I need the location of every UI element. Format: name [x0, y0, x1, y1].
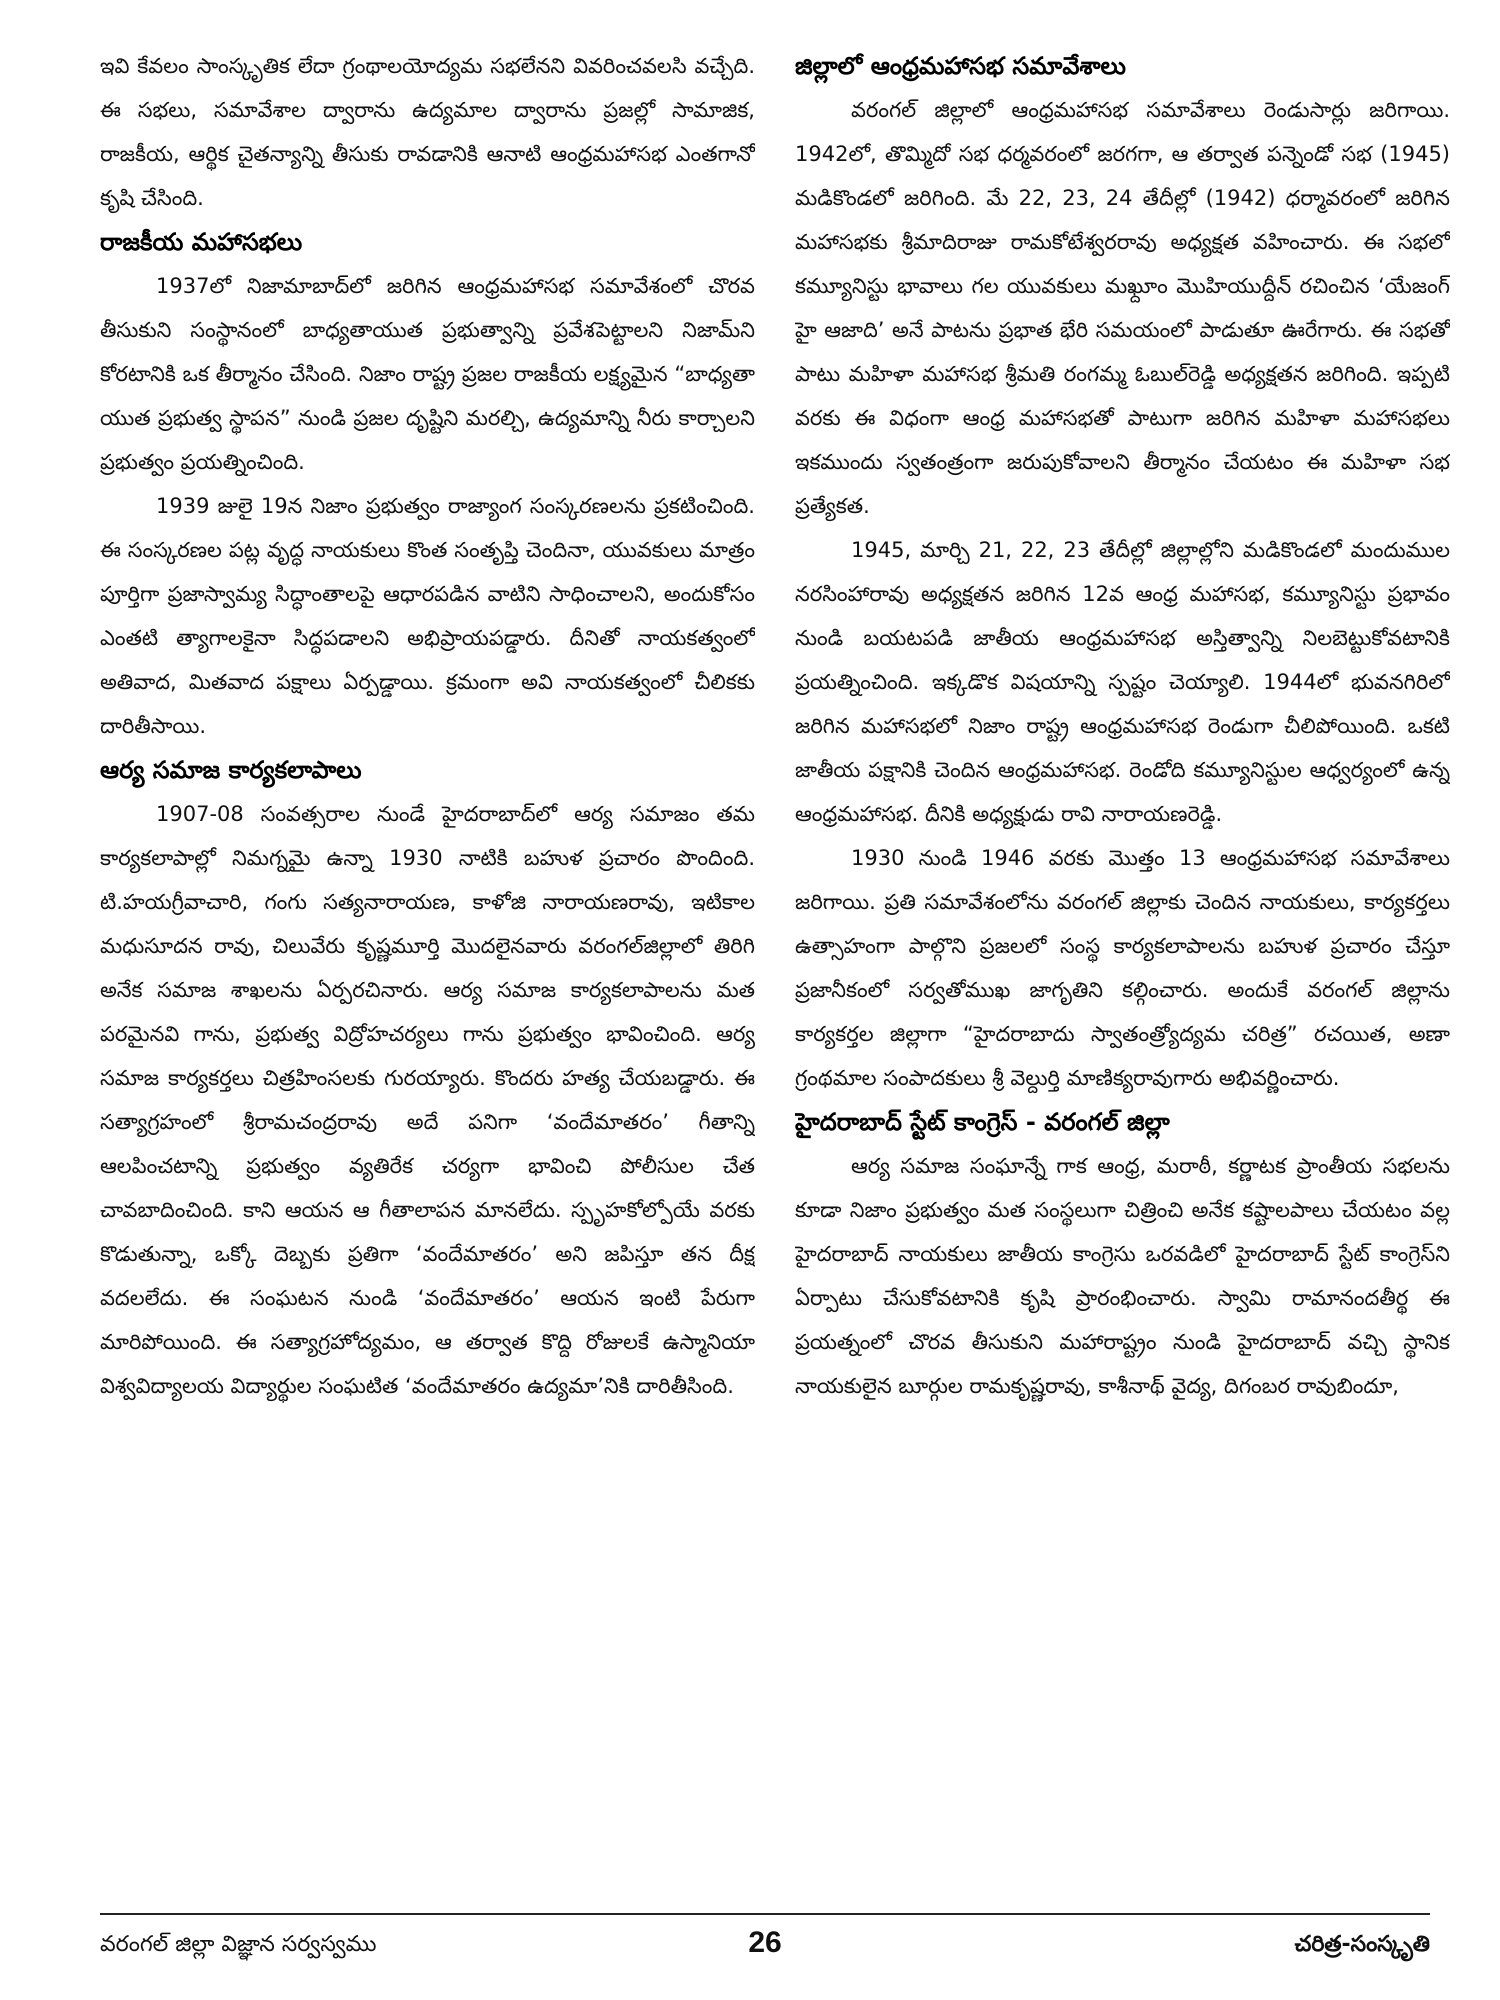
- footer-section-title: చరిత్ర-సంస్కృతి: [1294, 1932, 1430, 1957]
- paragraph-state-congress: ఆర్య సమాజ సంఘాన్నే గాక ఆంధ్ర, మరాఠీ, కర్ణాటక ప్రాంతీయ సభలను కూడా నిజాం ప్రభుత్వం మత సంస్థలుగా చిత్రించి అనేక కష్టాలపాలు చేయటం వల్ల హైదరాబాద్ నాయకులు జాతీయ కాంగ్రెసు ఒరవడిలో హైదరాబాద్ స్టేట్ కాంగ్రెస్‌ని ఏర్పాటు చేసుకోవటానికి కృషి ప్రారంభించారు. స్వామి రామానందతీర్థ ఈ ప్రయత్నంలో చొరవ తీసుకుని మహారాష్ట్రం నుండి హైదరాబాద్ వచ్చి స్థానిక నాయకులైన బూర్గుల రామకృష్ణరావు, కాశీనాథ్ వైద్య, దిగంబర రావుబిందూ,: [795, 1154, 1450, 1398]
- paragraph-1907: 1907-08 సంవత్సరాల నుండే హైదరాబాద్‌లో ఆర్య సమాజం తమ కార్యకలాపాల్లో నిమగ్నమై ఉన్నా 1930 నాటికి బహుళ ప్రచారం పొందింది. టి.హయగ్రీవాచారి, గంగు సత్యనారాయణ, కాళోజి నారాయణరావు, ఇటికాల మధుసూదన రావు, చిలువేరు కృష్ణమూర్తి మొదలైనవారు వరంగల్‌జిల్లాలో తిరిగి అనేక సమాజ శాఖలను ఏర్పరచినారు. ఆర్య సమాజ కార్యకలాపాలను మత పరమైనవి గాను, ప్రభుత్వ విద్రోహచర్యలు గాను ప్రభుత్వం భావించింది. ఆర్య సమాజ కార్యకర్తలు చిత్రహింసలకు గురయ్యారు. కొందరు హత్య చేయబడ్డారు. ఈ సత్యాగ్రహంలో శ్రీరామచంద్రరావు అదే పనిగా ‘వందేమాతరం’ గీతాన్ని ఆలపించటాన్ని ప్రభుత్వం వ్యతిరేక చర్యగా భావించి పోలీసుల చేత చావబాదించింది. కాని ఆయన ఆ గీతాలాపన మానలేదు. స్పృహకోల్పోయే వరకు కొడుతున్నా, ఒక్కో దెబ్బకు ప్రతిగా ‘వందేమాతరం’ అని జపిస్తూ తన దీక్ష వదలలేదు. ఈ సంఘటన నుండి ‘వందేమాతరం’ ఆయన ఇంటి పేరుగా మారిపోయింది. ఈ సత్యాగ్రహోద్యమం, ఆ తర్వాత కొద్ది రోజులకే ఉస్మానియా విశ్వవిద్యాలయ విద్యార్థుల సంఘటిత ‘వందేమాతరం ఉద్యమా’నికి దారితీసింది.: [100, 802, 755, 1398]
- intro-paragraph: ఇవి కేవలం సాంస్కృతిక లేదా గ్రంథాలయోద్యమ సభలేనని వివరించవలసి వచ్చేది. ఈ సభలు, సమావేశాల ద్వారాను ఉద్యమాల ద్వారాను ప్రజల్లో సామాజిక, రాజకీయ, ఆర్థిక చైతన్యాన్ని తీసుకు రావడానికి ఆనాటి ఆంధ్రమహాసభ ఎంతగానో కృషి చేసింది.: [100, 54, 755, 210]
- left-column: [100, 44, 755, 1884]
- paragraph-1939: 1939 జులై 19న నిజాం ప్రభుత్వం రాజ్యాంగ సంస్కరణలను ప్రకటించింది. ఈ సంస్కరణల పట్ల వృద్ధ నాయకులు కొంత సంతృప్తి చెందినా, యువకులు మాత్రం పూర్తిగా ప్రజాస్వామ్య సిద్ధాంతాలపై ఆధారపడిన వాటిని సాధించాలని, అందుకోసం ఎంతటి త్యాగాలకైనా సిద్ధపడాలని అభిప్రాయపడ్డారు. దీనితో నాయకత్వంలో అతివాద, మితవాద పక్షాలు ఏర్పడ్డాయి. క్రమంగా అవి నాయకత్వంలో చీలికకు దారితీసాయి.: [100, 494, 755, 738]
- heading-arya-samaj: ఆర్య సమాజ కార్యకలాపాలు: [100, 756, 362, 784]
- page-number: 26: [748, 1926, 782, 1959]
- paragraph-1945: 1945, మార్చి 21, 22, 23 తేదీల్లో జిల్లాల్లోని మడికొండలో మందుముల నరసింహారావు అధ్యక్షతన జరిగిన 12వ ఆంధ్ర మహాసభ, కమ్యూనిస్టు ప్రభావం నుండి బయటపడి జాతీయ ఆంధ్రమహాసభ అస్తిత్వాన్ని నిలబెట్టుకోవటానికి ప్రయత్నించింది. ఇక్కడొక విషయాన్ని స్పష్టం చెయ్యాలి. 1944లో భువనగిరిలో జరిగిన మహాసభలో నిజాం రాష్ట్ర ఆంధ్రమహాసభ రెండుగా చీలిపోయింది. ఒకటి జాతీయ పక్షానికి చెందిన ఆంధ్రమహాసభ. రెండోది కమ్యూనిస్టుల ఆధ్వర్యంలో ఉన్న ఆంధ్రమహాసభ. దీనికి అధ్యక్షుడు రావి నారాయణరెడ్డి.: [795, 538, 1450, 826]
- page-footer: [100, 1924, 1430, 1972]
- paragraph-warangal-conferences: వరంగల్ జిల్లాలో ఆంధ్రమహాసభ సమావేశాలు రెండుసార్లు జరిగాయి. 1942లో, తొమ్మిదో సభ ధర్మవరంలో జరగగా, ఆ తర్వాత పన్నెండో సభ (1945) మడికొండలో జరిగింది. మే 22, 23, 24 తేదీల్లో (1942) ధర్మావరంలో జరిగిన మహాసభకు శ్రీమాదిరాజు రామకోటేశ్వరరావు అధ్యక్షత వహించారు. ఈ సభలో కమ్యూనిస్టు భావాలు గల యువకులు మఖ్దూం మొహియుద్దీన్ రచించిన ‘యేజంగ్ హై ఆజాది’ అనే పాటను ప్రభాత భేరి సమయంలో పాడుతూ ఊరేగారు. ఈ సభతో పాటు మహిళా మహాసభ శ్రీమతి రంగమ్మ ఓబుల్‌రెడ్డి అధ్యక్షతన జరిగింది. ఇప్పటి వరకు ఈ విధంగా ఆంధ్ర మహాసభతో పాటుగా జరిగిన మహిళా మహాసభలు ఇకముందు స్వతంత్రంగా జరుపుకోవాలని తీర్మానం చేయటం ఈ మహిళా సభ ప్రత్యేకత.: [795, 98, 1450, 518]
- heading-political-conferences: రాజకీయ మహాసభలు: [100, 228, 303, 256]
- paragraph-1937: 1937లో నిజామాబాద్‌లో జరిగిన ఆంధ్రమహాసభ సమావేశంలో చొరవ తీసుకుని సంస్థానంలో బాధ్యతాయుత ప్రభుత్వాన్ని ప్రవేశపెట్టాలని నిజామ్‌ని కోరటానికి ఒక తీర్మానం చేసింది. నిజాం రాష్ట్ర ప్రజల రాజకీయ లక్ష్యమైన “బాధ్యతా యుత ప్రభుత్వ స్థాపన” నుండి ప్రజల దృష్టిని మరల్చి, ఉద్యమాన్ని నీరు కార్చాలని ప్రభుత్వం ప్రయత్నించింది.: [100, 274, 755, 474]
- right-column: [795, 44, 1450, 1884]
- footer-book-title: వరంగల్ జిల్లా విజ్ఞాన సర్వస్వము: [100, 1932, 377, 1957]
- heading-state-congress: హైదరాబాద్ స్టేట్ కాంగ్రెస్ - వరంగల్ జిల్లా: [795, 1108, 1170, 1136]
- heading-district-conferences: జిల్లాలో ఆంధ్రమహాసభ సమావేశాలు: [795, 52, 1126, 80]
- footer-divider: [100, 1913, 1430, 1915]
- paragraph-1930: 1930 నుండి 1946 వరకు మొత్తం 13 ఆంధ్రమహాసభ సమావేశాలు జరిగాయి. ప్రతి సమావేశంలోను వరంగల్ జిల్లాకు చెందిన నాయకులు, కార్యకర్తలు ఉత్సాహంగా పాల్గొని ప్రజలలో సంస్థ కార్యకలాపాలను బహుళ ప్రచారం చేస్తూ ప్రజానీకంలో సర్వతోముఖ జాగృతిని కల్గించారు. అందుకే వరంగల్ జిల్లాను కార్యకర్తల జిల్లాగా “హైదరాబాదు స్వాతంత్ర్యోద్యమ చరిత్ర” రచయిత, అణా గ్రంథమాల సంపాదకులు శ్రీ వెల్దుర్తి మాణిక్యరావుగారు అభివర్ణించారు.: [795, 846, 1450, 1090]
